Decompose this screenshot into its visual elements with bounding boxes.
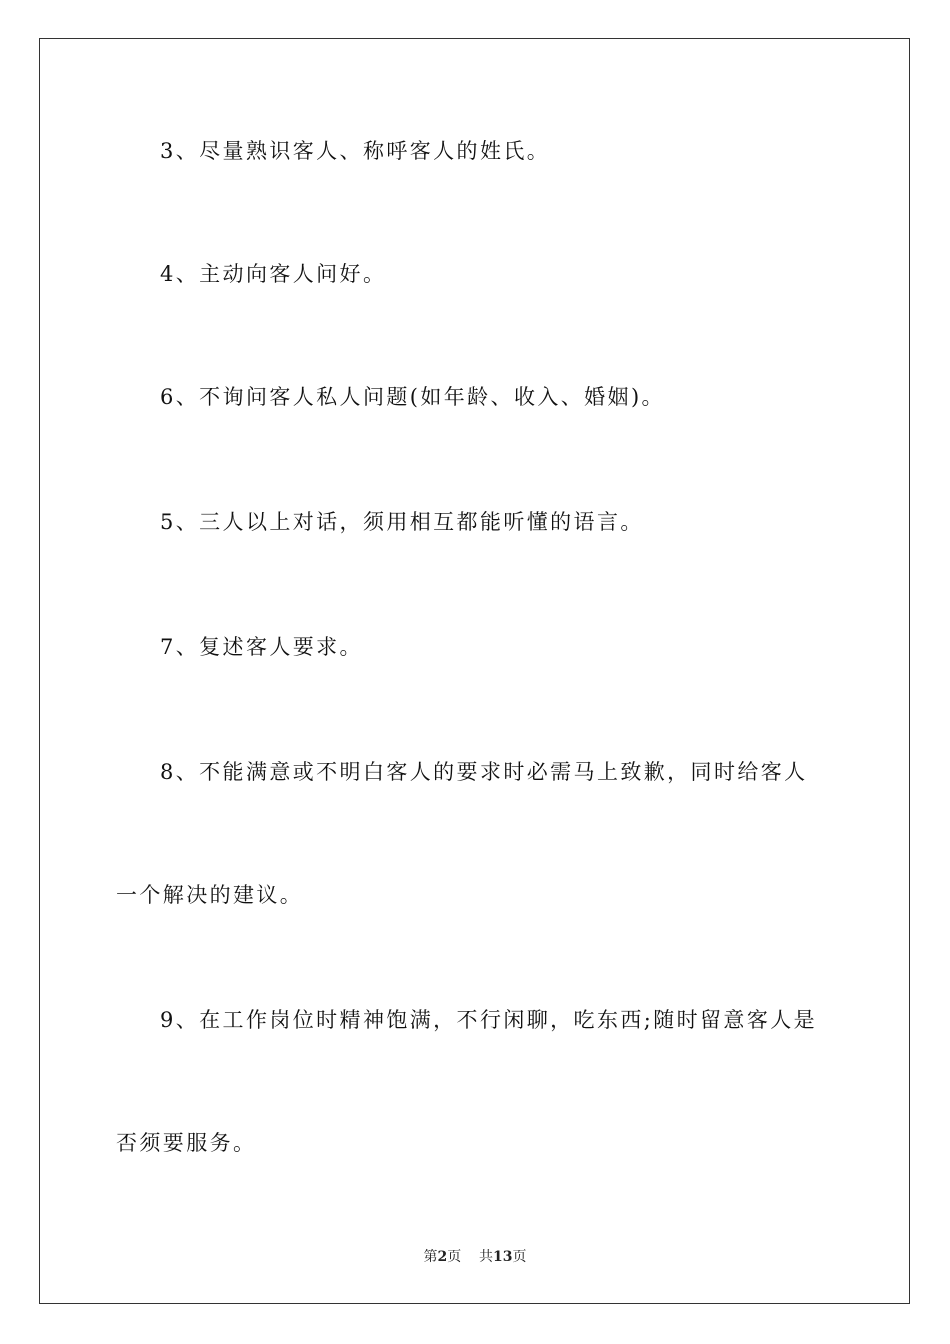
paragraph-line-9: 否须要服务。 <box>116 1131 257 1155</box>
paragraph-line-4: 5、三人以上对话，须用相互都能听懂的语言。 <box>160 510 644 534</box>
footer-page-suffix: 页 <box>447 1249 462 1265</box>
paragraph-line-2: 4、主动向客人问好。 <box>160 262 387 286</box>
paragraph-line-3: 6、不询问客人私人问题(如年龄、收入、婚姻)。 <box>160 385 665 409</box>
footer-page-prefix: 第 <box>423 1249 438 1265</box>
paragraph-line-5: 7、复述客人要求。 <box>160 635 363 659</box>
paragraph-line-6: 8、不能满意或不明白客人的要求时必需马上致歉，同时给客人 <box>160 760 808 784</box>
paragraph-line-7: 一个解决的建议。 <box>116 883 304 907</box>
page-footer <box>0 1248 950 1266</box>
paragraph-line-1: 3、尽量熟识客人、称呼客人的姓氏。 <box>160 139 551 163</box>
footer-total-suffix: 页 <box>512 1249 527 1265</box>
footer-total-prefix: 共 <box>479 1249 494 1265</box>
paragraph-line-8: 9、在工作岗位时精神饱满，不行闲聊，吃东西;随时留意客人是 <box>160 1008 818 1032</box>
page-frame <box>39 38 910 1304</box>
footer-total-pages: 13 <box>493 1249 513 1265</box>
footer-page-number: 2 <box>437 1249 448 1265</box>
